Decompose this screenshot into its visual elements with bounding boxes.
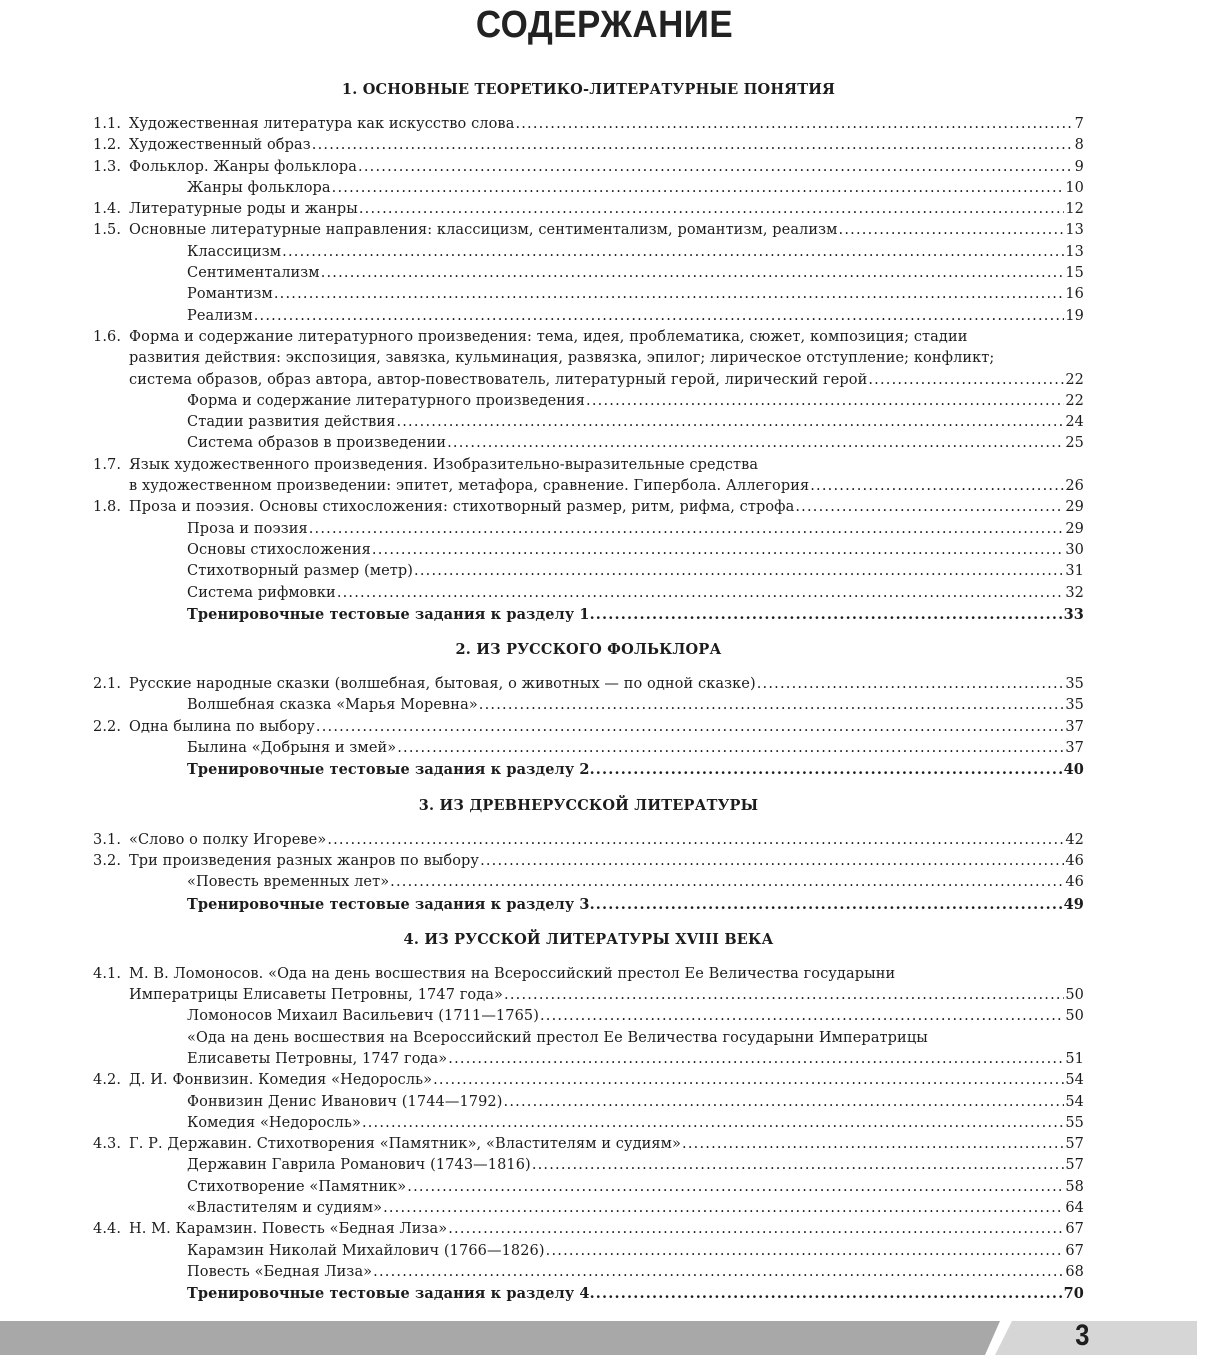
toc-entry-title: Стихотворение «Памятник» [187, 1178, 407, 1195]
toc-entry-title: Стихотворный размер (метр) [187, 563, 414, 580]
toc-entry-title: Елисаветы Петровны, 1747 года» [187, 1050, 448, 1067]
dot-leader [532, 1155, 1065, 1176]
toc-entry-title: «Властителям и судиям» [187, 1200, 383, 1217]
toc-entry-number: 1.4. [93, 201, 122, 218]
toc-entry-page: 40 [1063, 761, 1084, 779]
toc-entry-title: Художественный образ [129, 137, 311, 154]
toc-entry-page: 32 [1065, 584, 1084, 601]
toc-entry[interactable] [93, 1241, 1084, 1262]
toc-entry[interactable] [93, 519, 1084, 540]
toc-entry-page: 9 [1074, 158, 1084, 175]
toc-entry-page: 16 [1065, 286, 1084, 303]
toc-entry[interactable] [93, 604, 1084, 625]
toc-entry-title: Классицизм [187, 243, 282, 260]
toc-entry-number: 1.1. [93, 116, 122, 132]
toc-entry-title: Основы стихосложения [187, 541, 371, 558]
toc-entry-page: 67 [1065, 1221, 1084, 1238]
toc-entry-title: Форма и содержание литературного произведения: тема, идея, проблематика, сюжет, композиция; стадии [129, 328, 968, 345]
toc-entry-page: 10 [1065, 179, 1084, 196]
toc-entry-title: Основные литературные направления: классицизм, сентиментализм, романтизм, реализм [129, 222, 838, 239]
toc-entry-page: 50 [1065, 1008, 1084, 1025]
toc-entry[interactable] [93, 851, 1084, 872]
toc-entry-title: М. В. Ломоносов. «Ода на день восшествия на Всероссийский престол Ее Величества государыни [129, 965, 896, 982]
toc-entry[interactable] [93, 1219, 1084, 1240]
toc-entry-title: Проза и поэзия [187, 520, 308, 537]
toc-entry-title: Романтизм [187, 286, 273, 303]
dot-leader [596, 759, 1063, 780]
dot-leader [433, 1070, 1064, 1091]
toc-entry-title: Русские народные сказки (волшебная, бытовая, о животных — по одной сказке) [129, 676, 756, 693]
dot-leader [274, 284, 1064, 305]
dot-leader [312, 135, 1074, 156]
toc-entry[interactable] [93, 391, 1084, 412]
toc-entry[interactable] [93, 759, 1084, 780]
toc-entry-page: 15 [1065, 265, 1084, 282]
toc-entry-page: 35 [1065, 676, 1084, 693]
toc-entry-number: 3.2. [93, 852, 122, 869]
toc-entry-page: 58 [1065, 1178, 1084, 1195]
dot-leader [407, 1177, 1064, 1198]
toc-entry-number: 1.7. [93, 456, 122, 473]
toc-entry-title: Язык художественного произведения. Изобразительно-выразительные средства [129, 456, 759, 473]
toc-entry-title: Литературные роды и жанры [129, 201, 358, 218]
toc-entry-title: Карамзин Николай Михайлович (1766—1826) [187, 1242, 545, 1259]
toc-entry[interactable] [93, 583, 1084, 604]
toc-entry[interactable] [93, 1262, 1084, 1283]
toc-entry[interactable] [93, 830, 1084, 851]
toc-entry-title: Тренировочные тестовые задания к разделу 1. [187, 605, 595, 623]
dot-leader [504, 985, 1064, 1006]
dot-leader [480, 851, 1064, 872]
toc-entry-page: 22 [1065, 392, 1084, 409]
toc-entry-title: Художественная литература как искусство слова [129, 116, 515, 132]
toc-entry-page: 25 [1065, 435, 1084, 452]
toc-entry[interactable] [93, 284, 1084, 305]
section-heading: 3. ИЗ ДРЕВНЕРУССКОЙ ЛИТЕРАТУРЫ [418, 796, 759, 814]
toc-entry-page: 7 [1074, 116, 1084, 132]
dot-leader [757, 674, 1065, 695]
toc-entry[interactable] [93, 263, 1084, 284]
toc-entry-number: 4.3. [93, 1136, 122, 1153]
toc-entry[interactable] [93, 1092, 1084, 1113]
toc-entry-page: 55 [1065, 1114, 1084, 1131]
toc-entry[interactable] [93, 306, 1084, 327]
toc-entry-number: 4.1. [93, 965, 122, 982]
dot-leader [337, 583, 1065, 604]
toc-entry-title: Ломоносов Михаил Васильевич (1711—1765) [187, 1008, 539, 1025]
toc-entry[interactable] [93, 1028, 1084, 1071]
dot-leader [448, 1219, 1064, 1240]
toc-entry-page: 50 [1065, 987, 1084, 1004]
toc-entry-title: Одна былина по выбору [129, 718, 315, 735]
toc-entry-page: 22 [1065, 371, 1084, 388]
dot-leader [316, 717, 1064, 738]
toc-entry-page: 49 [1063, 895, 1084, 913]
dot-leader [383, 1198, 1064, 1219]
dot-leader [546, 1241, 1065, 1262]
toc-entry-page: 37 [1065, 718, 1084, 735]
dot-leader [372, 540, 1064, 561]
dot-leader [515, 114, 1073, 135]
toc-entry-number: 1.2. [93, 137, 122, 154]
dot-leader [868, 370, 1064, 391]
toc-entry-number: 2.2. [93, 718, 122, 735]
dot-leader [447, 433, 1064, 454]
toc-entry-title: Д. И. Фонвизин. Комедия «Недоросль» [129, 1072, 433, 1089]
toc-entry-page: 37 [1065, 740, 1084, 757]
toc-entry[interactable] [93, 199, 1084, 220]
toc-entry-page: 31 [1065, 563, 1084, 580]
dot-leader [448, 1049, 1064, 1070]
toc-entry-page: 70 [1063, 1285, 1084, 1303]
toc-entry-title: Н. М. Карамзин. Повесть «Бедная Лиза» [129, 1221, 448, 1238]
toc-entry-number: 4.2. [93, 1072, 122, 1089]
toc-entry[interactable] [93, 872, 1084, 893]
dot-leader [390, 872, 1064, 893]
toc-entry-page: 26 [1065, 478, 1084, 495]
toc-entry[interactable] [93, 964, 1084, 1007]
dot-leader [596, 604, 1063, 625]
toc-entry-title: Проза и поэзия. Основы стихосложения: стихотворный размер, ритм, рифма, строфа [129, 499, 795, 516]
toc-entry-title: Реализм [187, 307, 253, 324]
toc-entry-title: «Повесть временных лет» [187, 874, 390, 891]
dot-leader [397, 738, 1064, 759]
dot-leader [282, 242, 1064, 263]
toc-entry-title: система образов, образ автора, автор-повествователь, литературный герой, лирический герой [129, 371, 868, 388]
section-heading: 1. ОСНОВНЫЕ ТЕОРЕТИКО-ЛИТЕРАТУРНЫЕ ПОНЯТИЯ [341, 81, 836, 98]
toc-entry-page: 24 [1065, 414, 1084, 431]
dot-leader [414, 561, 1064, 582]
dot-leader [396, 412, 1064, 433]
toc-entry-page: 46 [1065, 874, 1084, 891]
dot-leader [479, 695, 1065, 716]
toc-entry[interactable] [93, 157, 1084, 178]
toc-entry[interactable] [93, 327, 1084, 391]
toc-entry[interactable] [93, 114, 1084, 135]
toc-entry[interactable] [93, 738, 1084, 759]
toc-entry-page: 68 [1065, 1263, 1084, 1280]
toc-entry-title: Тренировочные тестовые задания к разделу 4. [187, 1285, 595, 1303]
dot-leader [321, 263, 1065, 284]
toc-entry[interactable] [93, 412, 1084, 433]
toc-entry-number: 2.1. [93, 676, 122, 693]
toc-entry[interactable] [93, 1070, 1084, 1091]
toc-entry-page: 35 [1065, 697, 1084, 714]
toc-entry-page: 54 [1065, 1072, 1084, 1089]
toc-entry-number: 1.5. [93, 222, 122, 239]
toc-entry[interactable] [93, 561, 1084, 582]
toc-entry[interactable] [93, 717, 1084, 738]
toc-entry-number: 3.1. [93, 831, 122, 848]
toc-entry-title: Императрицы Елисаветы Петровны, 1747 года» [129, 987, 504, 1004]
toc-entry[interactable] [93, 497, 1084, 518]
toc-entry-title: развития действия: экспозиция, завязка, кульминация, развязка, эпилог; лирическое отступление; конфликт; [129, 350, 995, 367]
dot-leader [504, 1092, 1065, 1113]
toc-entry-title: Комедия «Недоросль» [187, 1114, 361, 1131]
dot-leader [596, 1283, 1063, 1304]
toc-entry-page: 13 [1065, 222, 1084, 239]
toc-entry[interactable] [93, 433, 1084, 454]
toc-entry-page: 8 [1074, 137, 1084, 154]
toc-entry[interactable] [93, 1113, 1084, 1134]
toc-entry-title: в художественном произведении: эпитет, метафора, сравнение. Гипербола. Аллегория [129, 478, 810, 495]
toc-entry[interactable] [93, 242, 1084, 263]
toc-entry-page: 51 [1065, 1050, 1084, 1067]
toc-entry-title: Стадии развития действия [187, 414, 396, 431]
toc-entry-title: «Ода на день восшествия на Всероссийский престол Ее Величества государыни Императрицы [187, 1029, 928, 1046]
dot-leader [359, 199, 1064, 220]
toc-entry-title: Жанры фольклора [187, 179, 331, 196]
dot-leader [358, 157, 1074, 178]
dot-leader [540, 1006, 1064, 1027]
toc-entry-page: 12 [1065, 201, 1084, 218]
toc-entry-title: Волшебная сказка «Марья Моревна» [187, 697, 478, 714]
dot-leader [309, 519, 1065, 540]
dot-leader [810, 476, 1064, 497]
page-title: СОДЕРЖАНИЕ [475, 4, 734, 46]
toc-entry[interactable] [93, 894, 1084, 915]
toc-entry[interactable] [93, 1283, 1084, 1304]
dot-leader [254, 306, 1065, 327]
dot-leader [586, 391, 1064, 412]
dot-leader [839, 220, 1065, 241]
dot-leader [596, 894, 1063, 915]
toc-entry-title: Система рифмовки [187, 584, 336, 601]
section-heading: 2. ИЗ РУССКОГО ФОЛЬКЛОРА [455, 641, 722, 659]
toc-entry[interactable] [93, 1155, 1084, 1176]
toc-entry-number: 1.3. [93, 158, 122, 175]
dot-leader [795, 497, 1064, 518]
toc-entry-page: 29 [1065, 499, 1084, 516]
toc-entry-title: Г. Р. Державин. Стихотворения «Памятник», «Властителям и судиям» [129, 1136, 682, 1153]
toc-entry-page: 67 [1065, 1242, 1084, 1259]
toc-entry-title: Фонвизин Денис Иванович (1744—1792) [187, 1093, 503, 1110]
toc-entry-page: 54 [1065, 1093, 1084, 1110]
toc-entry-page: 30 [1065, 541, 1084, 558]
toc-entry[interactable] [93, 540, 1084, 561]
toc-entry[interactable] [93, 1006, 1084, 1027]
toc-entry-page: 57 [1065, 1136, 1084, 1153]
dot-leader [332, 178, 1065, 199]
toc-entry-title: Державин Гаврила Романович (1743—1816) [187, 1157, 531, 1174]
footer-bar [0, 1321, 1209, 1355]
toc-entry-page: 19 [1065, 307, 1084, 324]
toc-entry[interactable] [93, 220, 1084, 241]
toc-entry[interactable] [93, 1177, 1084, 1198]
section-heading: 4. ИЗ РУССКОЙ ЛИТЕРАТУРЫ XVIII ВЕКА [403, 930, 774, 948]
toc-entry-title: Три произведения разных жанров по выбору [129, 852, 480, 869]
table-of-contents [93, 79, 1084, 1305]
toc-entry[interactable] [93, 135, 1084, 156]
toc-entry[interactable] [93, 695, 1084, 716]
toc-entry[interactable] [93, 674, 1084, 695]
toc-entry[interactable] [93, 455, 1084, 498]
toc-entry-number: 1.8. [93, 499, 122, 516]
toc-entry-page: 64 [1065, 1200, 1084, 1217]
toc-entry-title: Форма и содержание литературного произведения [187, 392, 586, 409]
dot-leader [362, 1113, 1064, 1134]
toc-entry-page: 29 [1065, 520, 1084, 537]
toc-entry-page: 42 [1065, 831, 1084, 848]
toc-entry-page: 33 [1063, 605, 1084, 623]
toc-entry-title: Повесть «Бедная Лиза» [187, 1263, 373, 1280]
toc-entry-page: 13 [1065, 243, 1084, 260]
toc-entry-title: Тренировочные тестовые задания к разделу 3. [187, 895, 595, 913]
toc-entry[interactable] [93, 178, 1084, 199]
toc-entry-title: Тренировочные тестовые задания к разделу 2. [187, 761, 595, 779]
dot-leader [373, 1262, 1064, 1283]
dot-leader [327, 830, 1064, 851]
toc-entry-title: Фольклор. Жанры фольклора [129, 158, 358, 175]
toc-entry[interactable] [93, 1134, 1084, 1155]
dot-leader [682, 1134, 1064, 1155]
toc-entry-page: 46 [1065, 852, 1084, 869]
toc-entry-number: 4.4. [93, 1221, 122, 1238]
toc-entry-title: Система образов в произведении [187, 435, 447, 452]
toc-entry[interactable] [93, 1198, 1084, 1219]
page-number: 3 [1075, 1319, 1090, 1352]
toc-entry-title: Сентиментализм [187, 265, 320, 282]
toc-entry-title: Былина «Добрыня и змей» [187, 740, 397, 757]
toc-entry-title: «Слово о полку Игореве» [129, 831, 327, 848]
toc-entry-number: 1.6. [93, 328, 122, 345]
toc-entry-page: 57 [1065, 1157, 1084, 1174]
